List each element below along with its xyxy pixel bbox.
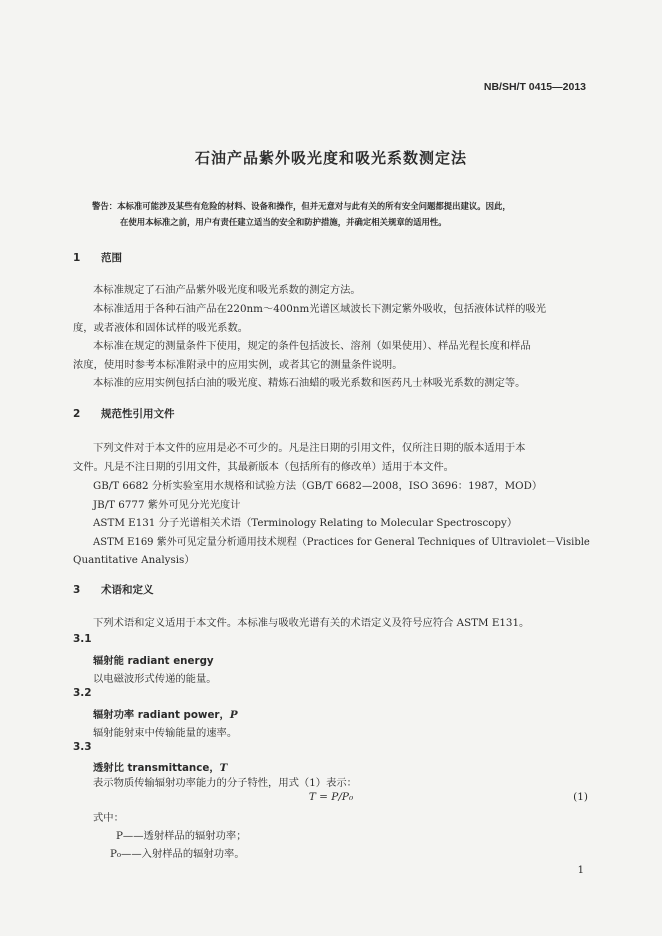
term-3-3-name <box>93 759 227 774</box>
section-3-number: 3 <box>73 584 81 596</box>
reference-astm-e131: ASTM E131 分子光谱相关术语（Terminology Relating to Molecular Spectroscopy） <box>93 517 518 529</box>
term-3-2-number: 3.2 <box>73 687 92 699</box>
reference-gbt-6682: GB/T 6682 分析实验室用水规格和试验方法（GB/T 6682—2008，ISO 3696：1987，MOD） <box>93 480 543 492</box>
warning-line-1: 警告：本标准可能涉及某些有危险的材料、设备和操作，但并无意对与此有关的所有安全问题都提出建议。因此， <box>92 201 511 211</box>
section-3-heading <box>73 582 154 597</box>
term-3-3-definition: 表示物质传输辐射功率能力的分子特性，用式（1）表示： <box>93 777 357 789</box>
standard-number: NB/SH/T 0415—2013 <box>483 81 586 93</box>
section-1-para-2a: 本标准适用于各种石油产品在220nm～400nm光谱区域波长下测定紫外吸收，包括液体试样的吸光 <box>93 303 547 315</box>
reference-astm-e169-cont: Quantitative Analysis） <box>73 554 195 566</box>
term-3-2-symbol: P <box>229 709 238 721</box>
term-3-1-number: 3.1 <box>73 633 92 645</box>
section-1-para-3b: 浓度，使用时参考本标准附录中的应用实例，或者其它的测量条件说明。 <box>73 359 403 371</box>
section-2-para-1a: 下列文件对于本文件的应用是必不可少的。凡是注日期的引用文件，仅所注日期的版本适用于本 <box>93 442 526 454</box>
section-3-intro: 下列术语和定义适用于本文件。本标准与吸收光谱有关的术语定义及符号应符合 ASTM E131。 <box>93 617 530 629</box>
term-3-3-label: 透射比 transmittance， <box>93 762 220 774</box>
reference-jbt-6777: JB/T 6777 紫外可见分光光度计 <box>93 499 241 511</box>
section-1-para-3a: 本标准在规定的测量条件下使用，规定的条件包括波长、溶剂（如果使用）、样品光程长度和样品 <box>93 340 531 352</box>
variable-p: P——透射样品的辐射功率； <box>116 830 247 842</box>
section-1-para-1: 本标准规定了石油产品紫外吸光度和吸光系数的测定方法。 <box>93 284 361 296</box>
where-label: 式中： <box>93 812 124 824</box>
term-3-3-number: 3.3 <box>73 741 92 753</box>
section-1-para-4: 本标准的应用实例包括白油的吸光度、精炼石油蜡的吸光系数和医药凡士林吸光系数的测定等。 <box>93 377 526 389</box>
term-3-3-symbol: T <box>219 762 228 774</box>
variable-p0: P₀——入射样品的辐射功率。 <box>110 848 245 860</box>
reference-astm-e169: ASTM E169 紫外可见定量分析通用技术规程（Practices for General Techniques of Ultraviolet－Visible <box>93 537 590 548</box>
term-3-1-definition: 以电磁波形式传递的能量。 <box>93 673 217 685</box>
section-1-number: 1 <box>73 252 81 264</box>
section-1-para-2b: 度，或者液体和固体试样的吸光系数。 <box>73 322 249 334</box>
formula-1: T = P/P₀ <box>308 791 354 803</box>
page-number: 1 <box>577 865 584 876</box>
equation-number: (1) <box>573 791 588 803</box>
section-2-number: 2 <box>73 408 81 420</box>
section-3-title: 术语和定义 <box>101 584 154 596</box>
term-3-2-name <box>93 706 238 721</box>
warning-line-2: 在使用本标准之前，用户有责任建立适当的安全和防护措施，并确定相关规章的适用性。 <box>120 217 447 227</box>
section-1-heading <box>73 250 122 265</box>
term-3-1-name: 辐射能 radiant energy <box>93 655 214 667</box>
document-title: 石油产品紫外吸光度和吸光系数测定法 <box>194 149 467 167</box>
section-1-title: 范围 <box>101 252 122 264</box>
section-2-title: 规范性引用文件 <box>101 408 175 420</box>
section-2-heading <box>73 406 175 421</box>
term-3-2-label: 辐射功率 radiant power， <box>93 709 230 721</box>
section-2-para-1b: 文件。凡是不注日期的引用文件，其最新版本（包括所有的修改单）适用于本文件。 <box>73 461 454 473</box>
term-3-2-definition: 辐射能射束中传输能量的速率。 <box>93 727 238 739</box>
